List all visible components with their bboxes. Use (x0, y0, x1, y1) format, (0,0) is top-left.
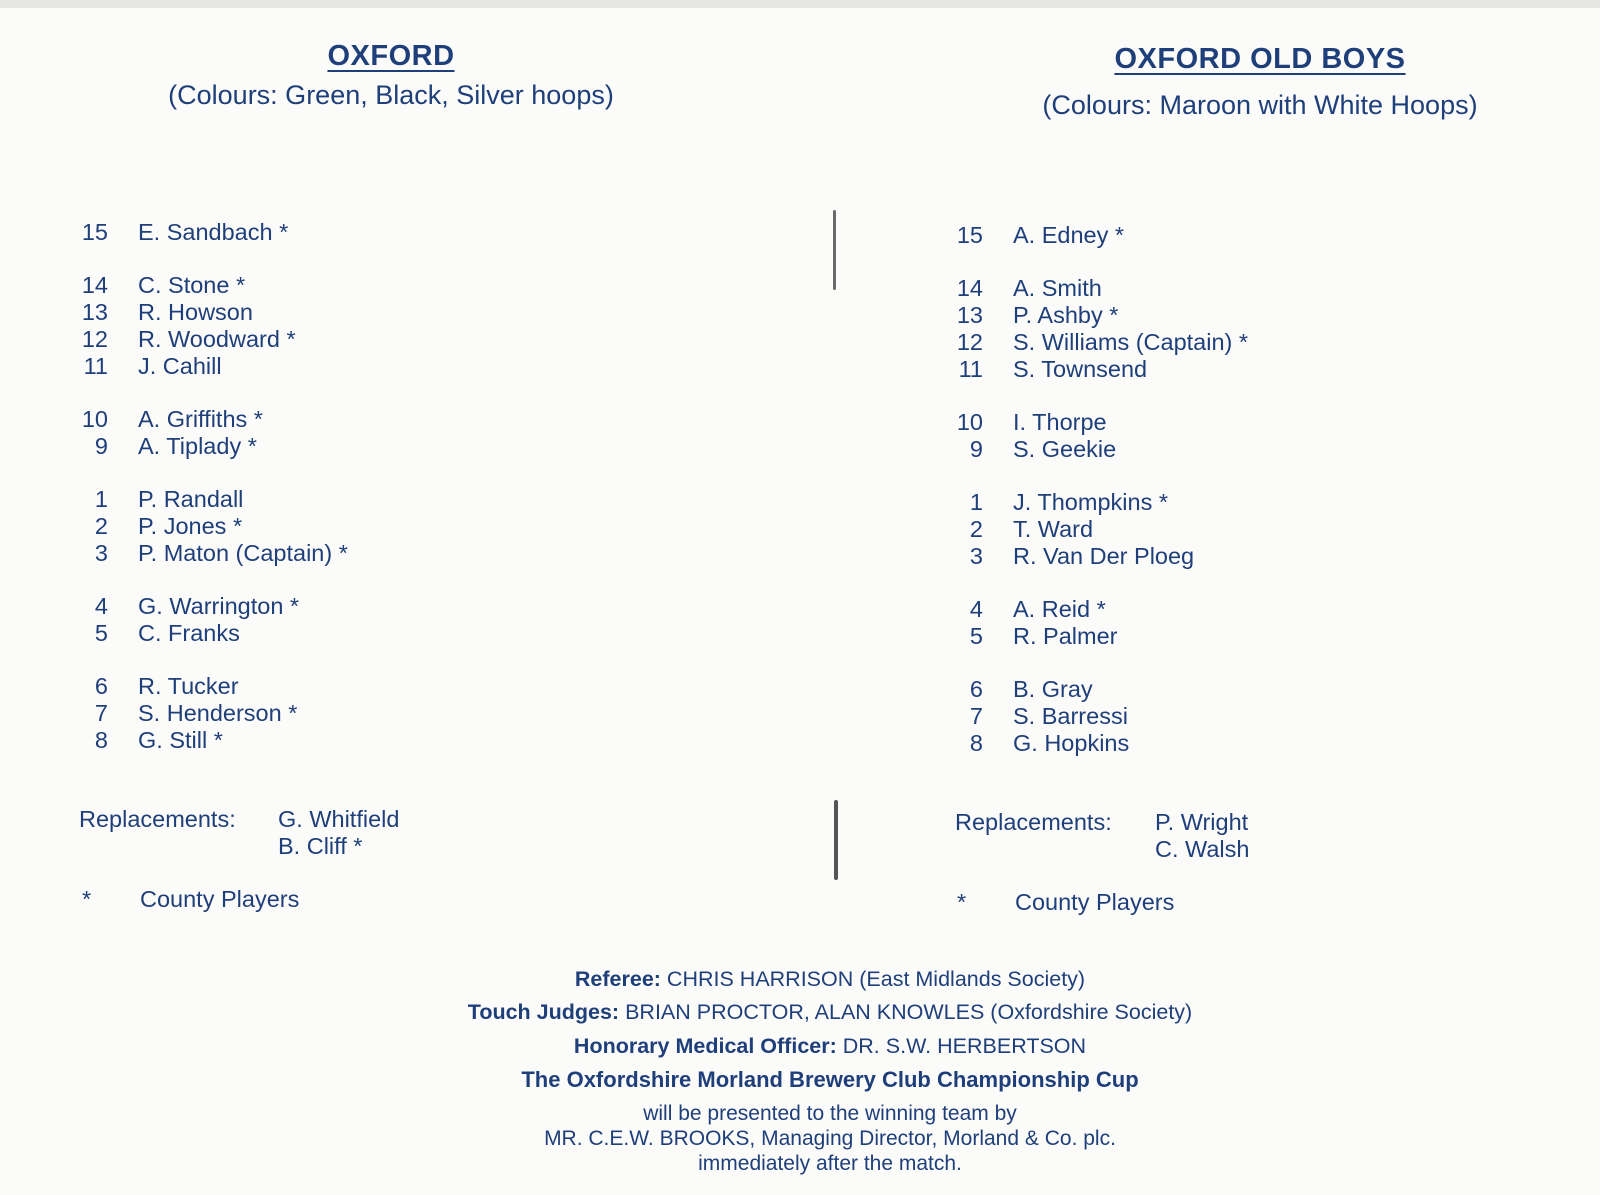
medical-officer-name: DR. S.W. HERBERTSON (842, 1034, 1087, 1058)
left-player-name: R. Woodward * (138, 326, 296, 352)
left-player-number: 2 (94, 513, 108, 539)
referee-name: CHRIS HARRISON (East Midlands Society) (666, 967, 1086, 991)
right-player-number: 1 (969, 489, 983, 515)
right-player-number: 8 (969, 730, 983, 756)
right-player-row (955, 516, 1285, 543)
left-player-name: J. Cahill (138, 353, 222, 379)
left-team-title: OXFORD (327, 40, 455, 72)
left-player-row (80, 513, 410, 540)
presentation-line-3: immediately after the match. (698, 1152, 962, 1175)
right-player-name: B. Gray (1013, 676, 1093, 702)
left-player-row (80, 219, 410, 246)
right-player-row (955, 676, 1285, 703)
right-player-row (955, 275, 1285, 302)
left-player-row (80, 486, 410, 513)
left-player-row (80, 593, 410, 620)
left-player-name: P. Jones * (138, 513, 243, 539)
staple-bottom (834, 800, 838, 880)
right-player-row (955, 222, 1285, 249)
right-team-title: OXFORD OLD BOYS (1114, 43, 1406, 75)
left-player-number: 15 (81, 219, 108, 245)
left-player-row (80, 299, 410, 326)
left-player-number: 9 (94, 433, 108, 459)
right-player-row (955, 329, 1285, 356)
right-player-name: P. Ashby * (1013, 302, 1119, 328)
right-player-name: A. Edney * (1013, 222, 1125, 248)
left-player-name: A. Griffiths * (138, 406, 263, 432)
right-county-note (957, 889, 1257, 919)
left-player-number: 1 (94, 486, 108, 512)
right-player-name: S. Williams (Captain) * (1013, 329, 1249, 355)
referee-label: Referee: (574, 967, 661, 991)
left-player-number: 4 (94, 593, 108, 619)
left-team-colours: (Colours: Green, Black, Silver hoops) (168, 80, 614, 110)
medical-officer-label: Honorary Medical Officer: (573, 1034, 837, 1058)
left-player-number: 13 (81, 299, 108, 325)
right-player-name: A. Smith (1013, 275, 1102, 301)
left-player-row (80, 433, 410, 460)
presentation-line-1: will be presented to the winning team by (643, 1102, 1017, 1125)
left-player-name: E. Sandbach * (138, 219, 289, 245)
right-player-number: 15 (956, 222, 983, 248)
right-player-row (955, 623, 1285, 650)
referee-line (0, 967, 1600, 992)
left-replacement-1: G. Whitfield (278, 806, 400, 832)
right-player-number: 12 (956, 329, 983, 355)
right-player-name: R. Palmer (1013, 623, 1118, 649)
touch-judges-label: Touch Judges: (467, 1000, 620, 1024)
left-player-number: 6 (94, 673, 108, 699)
left-player-name: R. Tucker (138, 673, 239, 699)
right-replacements-label: Replacements: (955, 809, 1112, 835)
left-player-name: C. Stone * (138, 272, 246, 298)
left-replacements-label: Replacements: (79, 806, 236, 832)
right-player-name: J. Thompkins * (1013, 489, 1168, 515)
right-player-number: 4 (969, 596, 983, 622)
left-player-name: A. Tiplady * (138, 433, 257, 459)
left-player-name: P. Maton (Captain) * (138, 540, 348, 566)
right-player-name: S. Geekie (1013, 436, 1117, 462)
left-player-number: 12 (81, 326, 108, 352)
left-player-number: 10 (81, 406, 108, 432)
right-player-row (955, 730, 1285, 757)
right-player-row (955, 356, 1285, 383)
right-player-number: 14 (956, 275, 983, 301)
left-player-number: 5 (94, 620, 108, 646)
right-player-row (955, 703, 1285, 730)
right-player-name: S. Townsend (1013, 356, 1148, 382)
left-player-name: R. Howson (138, 299, 253, 325)
right-player-number: 13 (956, 302, 983, 328)
right-player-name: A. Reid * (1013, 596, 1106, 622)
right-team-colours: (Colours: Maroon with White Hoops) (1042, 90, 1478, 120)
left-player-row (80, 406, 410, 433)
left-player-number: 7 (94, 700, 108, 726)
page-top-edge (0, 0, 1600, 8)
right-player-number: 11 (958, 356, 983, 382)
left-county-star: * (82, 886, 92, 912)
left-player-number: 8 (94, 727, 108, 753)
right-player-name: T. Ward (1013, 516, 1094, 542)
right-player-number: 6 (969, 676, 983, 702)
left-county-note (82, 886, 382, 916)
right-player-number: 7 (969, 703, 983, 729)
left-replacement-2: B. Cliff * (278, 833, 363, 859)
left-player-row (80, 353, 410, 380)
right-player-number: 9 (969, 436, 983, 462)
right-player-name: S. Barressi (1013, 703, 1128, 729)
right-player-name: R. Van Der Ploeg (1013, 543, 1195, 569)
right-player-number: 5 (969, 623, 983, 649)
left-player-number: 11 (83, 353, 108, 379)
right-player-number: 10 (956, 409, 983, 435)
right-player-name: G. Hopkins (1013, 730, 1130, 756)
left-player-row (80, 326, 410, 353)
left-player-name: G. Warrington * (138, 593, 300, 619)
cup-title: The Oxfordshire Morland Brewery Club Championship Cup (521, 1067, 1139, 1092)
left-player-row (80, 620, 410, 647)
medical-officer-line (0, 1034, 1600, 1059)
right-player-row (955, 409, 1285, 436)
right-county-text: County Players (1015, 889, 1175, 915)
left-player-row (80, 540, 410, 567)
right-player-row (955, 596, 1285, 623)
right-player-number: 3 (969, 543, 983, 569)
right-player-name: I. Thorpe (1013, 409, 1107, 435)
right-player-row (955, 543, 1285, 570)
touch-judges-names: BRIAN PROCTOR, ALAN KNOWLES (Oxfordshire Society) (625, 1000, 1193, 1024)
right-player-row (955, 302, 1285, 329)
staple-top (833, 210, 836, 290)
right-player-number: 2 (969, 516, 983, 542)
right-player-row (955, 489, 1285, 516)
left-player-name: C. Franks (138, 620, 240, 646)
right-replacement-2: C. Walsh (1155, 836, 1250, 862)
left-county-text: County Players (140, 886, 300, 912)
left-player-name: S. Henderson * (138, 700, 298, 726)
left-player-number: 3 (94, 540, 108, 566)
left-player-name: G. Still * (138, 727, 223, 753)
left-player-row (80, 272, 410, 299)
right-replacement-1: P. Wright (1155, 809, 1249, 835)
left-player-number: 14 (81, 272, 108, 298)
left-player-name: P. Randall (138, 486, 244, 512)
right-player-row (955, 436, 1285, 463)
left-player-row (80, 673, 410, 700)
left-player-row (80, 727, 410, 754)
presentation-line-2: MR. C.E.W. BROOKS, Managing Director, Morland & Co. plc. (544, 1127, 1116, 1150)
touch-judges-line (0, 1000, 1600, 1025)
left-player-row (80, 700, 410, 727)
right-county-star: * (957, 889, 967, 915)
